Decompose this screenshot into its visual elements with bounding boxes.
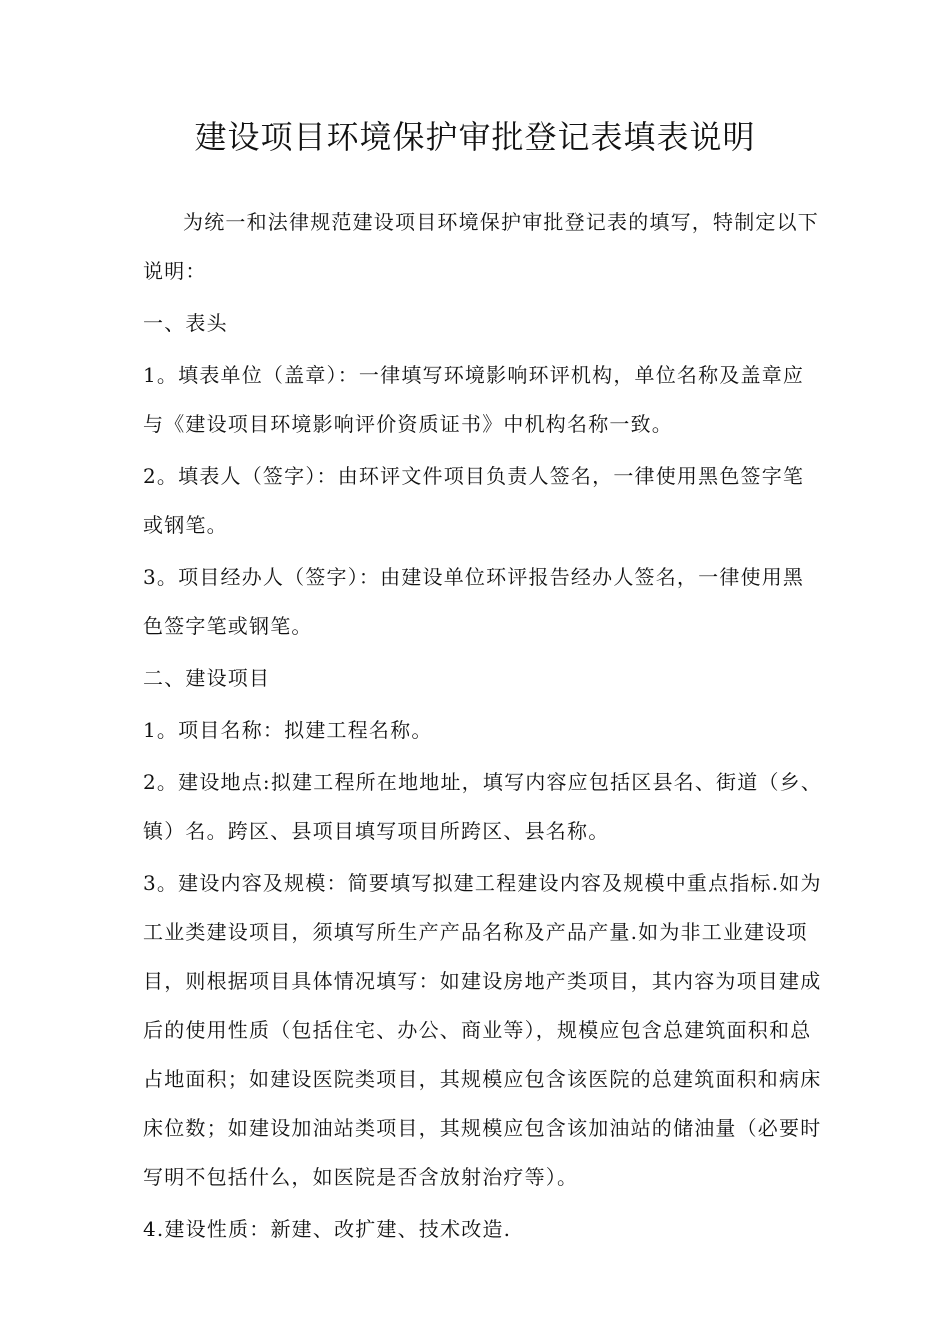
list-item: 3。项目经办人（签字）：由建设单位环评报告经办人签名，一律使用黑色签字笔或钢笔。 bbox=[143, 565, 805, 638]
section-heading-project: 二、建设项目 bbox=[143, 666, 271, 690]
intro-paragraph: 为统一和法律规范建设项目环境保护审批登记表的填写，特制定以下说明： bbox=[143, 210, 819, 283]
list-item: 3。建设内容及规模：简要填写拟建工程建设内容及规模中重点指标.如为工业类建设项目，须填写所生产产品名称及产品产量.如为非工业建设项目，则根据项目具体情况填写：如建设房地产类项目，其内容为项目建成后的使用性质（包括住宅、办公、商业等），规模应包含总建筑面积和总占地面积；如建设医院类项目，其规模应包含该医院的总建筑面积和病床床位数；如建设加油站类项目，其规模应包含该加油站的储油量（必要时写明不包括什么，如医院是否含放射治疗等）。 bbox=[143, 871, 822, 1189]
section-heading-header: 一、表头 bbox=[143, 311, 228, 335]
list-item: 1。填表单位（盖章）：一律填写环境影响环评机构，单位名称及盖章应与《建设项目环境影响评价资质证书》中机构名称一致。 bbox=[143, 363, 805, 436]
document-body bbox=[143, 198, 823, 1254]
list-item: 2。填表人（签字）：由环评文件项目负责人签名，一律使用黑色签字笔或钢笔。 bbox=[143, 464, 805, 537]
document-title: 建设项目环境保护审批登记表填表说明 bbox=[194, 118, 756, 156]
list-item: 1。项目名称：拟建工程名称。 bbox=[143, 718, 433, 742]
list-item: 2。建设地点:拟建工程所在地地址，填写内容应包括区县名、街道（乡、镇）名。跨区、县项目填写项目所跨区、县名称。 bbox=[143, 770, 823, 843]
list-item: 4.建设性质：新建、改扩建、技术改造. bbox=[143, 1217, 512, 1241]
